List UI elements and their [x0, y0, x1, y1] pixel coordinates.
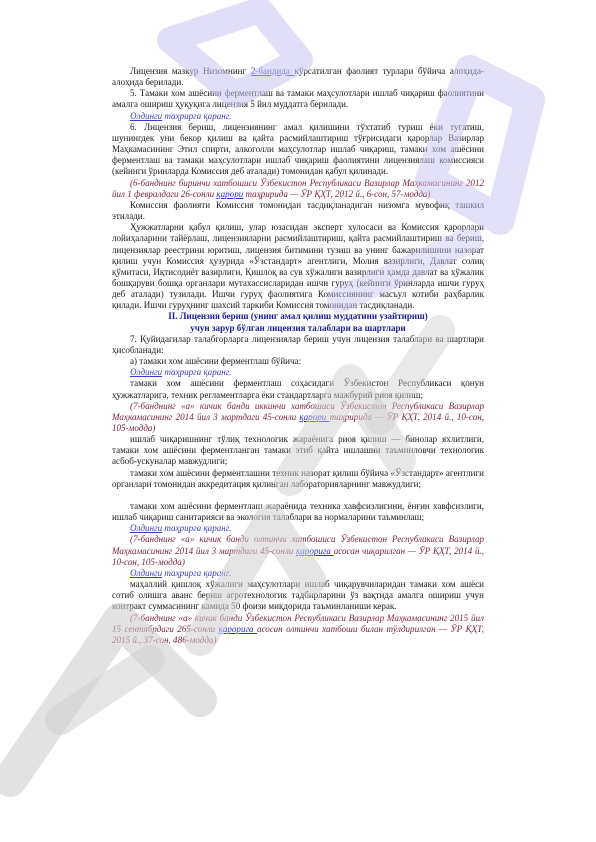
amendment-note	[112, 178, 484, 200]
paragraph-working-group: Ҳужжатларни қабул қилиш, улар юзасидан эксперт хулосаси ва Комиссия қарорлари лойиҳаларини тайёрлаш, лицензияларни расмийлаштириш, қайта расмийлаштириш ва бериш, лицензиялар реестрини юритиш, лицензия битимини тузиш ва унинг бажарилишини назорат қилиш учун Комиссия ҳузурида «Ўзстандарт» агентлиги, Молия вазирлиги, Давлат солиқ қўмитаси, Иқтисодиёт вазирлиги, Қишлоқ ва сув хўжалиги вазирлиги ҳамда давлат ва хўжалик бошқаруви бошқа органлари мутахассисларидан ишчи гуруҳ (кейинги ўринларда ишчи гуруҳ деб аталади) тузилади. Ишчи гуруҳ фаолиятига Комиссиянинг масъул котиби раҳбарлик қилади. Ишчи гуруҳнинг шахсий таркиби Комиссия томонидан тасдиқланади.	[112, 222, 484, 311]
previous-edition-link[interactable]: Олдинги	[130, 567, 163, 578]
previous-edition-text: таҳрирга қаранг.	[162, 523, 232, 534]
note-text: таҳририда — ЎР ҚҲТ, 2012 й., 6-сон, 57-модда)	[243, 188, 431, 199]
paragraph-licence-types	[112, 66, 484, 88]
text: кўрсатилган фаолият турлари бўйича алоҳида-алоҳида берилади.	[112, 66, 484, 88]
previous-edition-text: таҳрирга қаранг.	[162, 110, 232, 121]
spacer	[112, 490, 484, 501]
previous-edition-link[interactable]: Олдинги	[130, 110, 163, 121]
amendment-note	[112, 534, 484, 567]
resolution-link[interactable]: қарори	[299, 411, 330, 422]
previous-edition-note	[112, 367, 484, 378]
resolution-link[interactable]: қарорига	[296, 545, 334, 556]
note-text: асосан чиқарилган — ЎР ҚҲТ, 2014 й., 10-сон, 105-модда)	[112, 545, 484, 567]
previous-edition-note	[112, 523, 484, 534]
text: Лицензия мазкур Низомнинг	[130, 66, 251, 76]
paragraph-7: 7. Қуйидагилар талабгорларга лицензиялар бериш учун лицензия талаблари ва шартлари ҳисобланади:	[112, 333, 484, 355]
requirement-advance-payment: маҳаллий қишлоқ хўжалиги маҳсулотлари ишлаб чиқарувчиларидан тамаки хом ашёси сотиб олишга аванс бериш агротехнологик тадбирларини ўз вақтида амалга ошириш учун контракт суммасининг камида 50 фоизи миқдорида таъминланиши керак.	[112, 579, 484, 612]
paragraph-6: 6. Лицензия бериш, лицензиянинг амал қилишини тўхтатиб туриш ёки тугатиш, шунингдек уни бекор қилиш ва қайта расмийлаштириш тўғрисидаги қарорлар Вазирлар Маҳкамасининг Этил спирти, алкоголли маҳсулотлар ишлаб чиқариш, тамаки хом ашёсини ферментлаш ва тамаки маҳсулотлари ишлаб чиқариш фаолиятини лицензиялаш комиссияси (кейинги ўринларда Комиссия деб аталади) томонидан қабул қилинади.	[112, 121, 484, 177]
paragraph-commission: Комиссия фаолияти Комиссия томонидан тасдиқланадиган низомга мувофиқ ташкил этилади.	[112, 199, 484, 222]
amendment-note	[112, 613, 484, 646]
document-body	[112, 66, 484, 646]
note-text: асосан олтинчи хатбоши билан тўлдирилган — ЎР ҚҲТ, 2015 й., 37-сон, 486-модда)	[112, 623, 484, 645]
requirement-laboratories: тамаки хом ашёсини ферментлашни техник назорат қилиш бўйича «Ўзстандарт» агентлиги органлари томонидан аккредитация қилинган лабораторияларнинг мавжудлиги;	[112, 467, 484, 489]
note-text: таҳририда — ЎР ҚҲТ, 2014 й., 10-сон, 105-модда)	[112, 411, 484, 433]
requirement-safety: тамаки хом ашёсини ферментлаш жараёнида техника хавфсизлигини, ёнғин хавфсизлиги, ишлаб чиқариш санитарияси ва экология талаблари ва нормаларини таъминлаш;	[112, 500, 484, 523]
amendment-note	[112, 401, 484, 434]
section-heading	[112, 311, 484, 333]
previous-edition-note	[112, 568, 484, 579]
note-text: (6-банднинг биринчи хатбошиси Ўзбекистон Республикаси Вазирлар Маҳкамасининг 2012 йил 1 февралдаги 26-сонли	[112, 177, 484, 199]
previous-edition-text: таҳрирга қаранг.	[162, 567, 232, 578]
previous-edition-text: таҳрирга қаранг.	[162, 367, 232, 378]
heading-line: II. Лицензия бериш (унинг амал қилиш муддатини узайтириш)	[168, 311, 428, 322]
note-text: (7-банднинг «а» кичик банди Ўзбекистон Республикаси Вазирлар Маҳкамасининг 2015 йил 15 сентябрдаги 265-сонли	[112, 612, 484, 634]
heading-line: учун зарур бўлган лицензия талаблари ва шартлари	[190, 322, 406, 333]
note-text: (7-банднинг «а» кичик банди иккинчи хатбошиси Ўзбекистон Республикаси Вазирлар Маҳкамасининг 2014 йил 3 мартдаги 45-сонли	[112, 400, 484, 422]
previous-edition-link[interactable]: Олдинги	[130, 523, 163, 534]
link-item-2[interactable]: 2-бандида	[250, 66, 295, 76]
previous-edition-link[interactable]: Олдинги	[130, 367, 163, 378]
note-text: (7-банднинг «а» кичик банди олтинчи хатбошиси Ўзбекистон Республикаси Вазирлар Маҳкамасининг 2014 йил 3 мартдаги 45-сонли	[112, 534, 484, 556]
requirement-technology: ишлаб чиқаришнинг тўлиқ технологик жараёнига риоя қилиш — бинолар яхлитлиги, тамаки хом ашёсини ферментланган тамаки этиб қайта ишлашни таъминловчи технологик асбоб-ускуналар мавжудлиги;	[112, 434, 484, 467]
previous-edition-note	[112, 111, 484, 122]
requirement-compliance: тамаки хом ашёсини ферментлаш соҳасидаги Ўзбекистон Республикаси қонун ҳужжатларига, техник регламентларга ёки стандартларга мажбурий риоя қилиш;	[112, 378, 484, 400]
paragraph-5: 5. Тамаки хом ашёсини ферментлаш ва тамаки маҳсулотлари ишлаб чиқариш фаолиятини амалга ошириш ҳуқуқига лицензия 5 йил муддатга берилади.	[112, 88, 484, 110]
resolution-link[interactable]: қарори	[216, 188, 244, 199]
subitem-a: а) тамаки хом ашёсини ферментлаш бўйича:	[130, 356, 302, 367]
resolution-link[interactable]: қарорига	[218, 623, 257, 634]
